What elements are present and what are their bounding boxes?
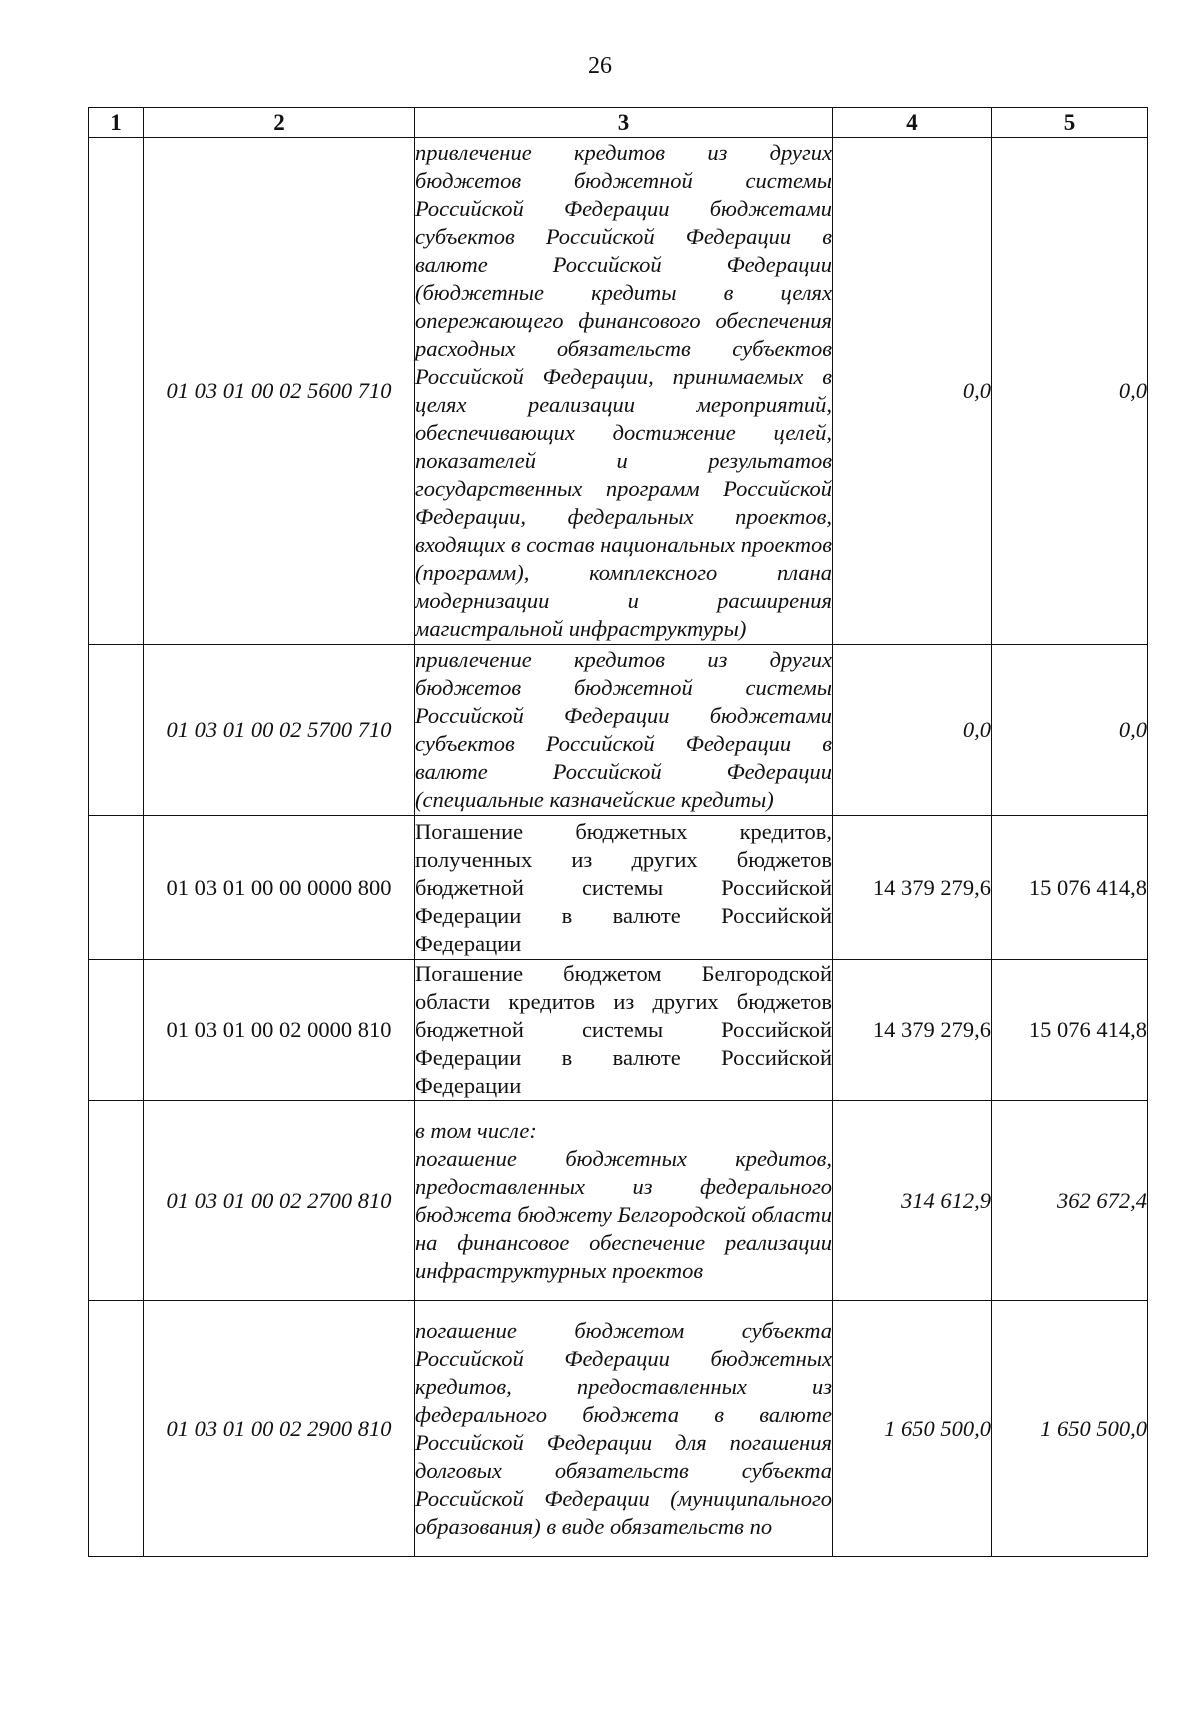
- table-row: [89, 1301, 1148, 1557]
- table-row: [89, 138, 1148, 645]
- table-row: [89, 816, 1148, 960]
- value-col-5: 15 076 414,8: [992, 816, 1148, 960]
- value-col-4: 1 650 500,0: [833, 1301, 992, 1557]
- value-col-4: 0,0: [833, 645, 992, 816]
- value-col-5: 15 076 414,8: [992, 960, 1148, 1101]
- header-col-4: 4: [833, 108, 992, 138]
- table-row: [89, 960, 1148, 1101]
- header-col-2: 2: [144, 108, 415, 138]
- value-col-5: 362 672,4: [992, 1101, 1148, 1301]
- classification-code: 01 03 01 00 02 2900 810: [144, 1301, 415, 1557]
- row-number-cell: [89, 1101, 144, 1301]
- row-number-cell: [89, 1301, 144, 1557]
- row-number-cell: [89, 816, 144, 960]
- classification-code: 01 03 01 00 02 0000 810: [144, 960, 415, 1101]
- description-cell: погашение бюджетом субъекта Российской Федерации бюджетных кредитов, предоставленных из федерального бюджета в валюте Российской Федерации для погашения долговых обязательств субъекта Российской Федерации (муниципального образования) в виде обязательств по: [415, 1301, 833, 1557]
- table-row: [89, 645, 1148, 816]
- table-row: [89, 1101, 1148, 1301]
- value-col-5: 1 650 500,0: [992, 1301, 1148, 1557]
- page-number: 26: [588, 53, 612, 79]
- description-cell: [415, 1101, 833, 1301]
- value-col-5: 0,0: [992, 138, 1148, 645]
- value-col-4: 314 612,9: [833, 1101, 992, 1301]
- header-col-3: 3: [415, 108, 833, 138]
- description-cell: привлечение кредитов из других бюджетов бюджетной системы Российской Федерации бюджетами субъектов Российской Федерации в валюте Российской Федерации (специальные казначейские кредиты): [415, 645, 833, 816]
- row-number-cell: [89, 138, 144, 645]
- row-number-cell: [89, 645, 144, 816]
- value-col-4: 0,0: [833, 138, 992, 645]
- value-col-5: 0,0: [992, 645, 1148, 816]
- value-col-4: 14 379 279,6: [833, 960, 992, 1101]
- row-number-cell: [89, 960, 144, 1101]
- header-col-1: 1: [89, 108, 144, 138]
- classification-code: 01 03 01 00 02 2700 810: [144, 1101, 415, 1301]
- value-col-4: 14 379 279,6: [833, 816, 992, 960]
- description-prefix: в том числе:: [415, 1117, 537, 1143]
- budget-sources-table: [88, 107, 1148, 1557]
- description-cell: Погашение бюджетом Белгородской области кредитов из других бюджетов бюджетной системы Российской Федерации в валюте Российской Федерации: [415, 960, 833, 1101]
- classification-code: 01 03 01 00 00 0000 800: [144, 816, 415, 960]
- description-cell: Погашение бюджетных кредитов, полученных из других бюджетов бюджетной системы Российской Федерации в валюте Российской Федерации: [415, 816, 833, 960]
- description-text: погашение бюджетных кредитов, предоставленных из федерального бюджета бюджету Белгородской области на финансовое обеспечение реализации инфраструктурных проектов: [415, 1145, 832, 1283]
- description-cell: привлечение кредитов из других бюджетов бюджетной системы Российской Федерации бюджетами субъектов Российской Федерации в валюте Российской Федерации (бюджетные кредиты в целях опережающего финансового обеспечения расходных обязательств субъектов Российской Федерации, принимаемых в целях реализации мероприятий, обеспечивающих достижение целей, показателей и результатов государственных программ Российской Федерации, федеральных проектов, входящих в состав национальных проектов (программ), комплексного плана модернизации и расширения магистральной инфраструктуры): [415, 138, 833, 645]
- table-header-row: [89, 108, 1148, 138]
- classification-code: 01 03 01 00 02 5700 710: [144, 645, 415, 816]
- header-col-5: 5: [992, 108, 1148, 138]
- classification-code: 01 03 01 00 02 5600 710: [144, 138, 415, 645]
